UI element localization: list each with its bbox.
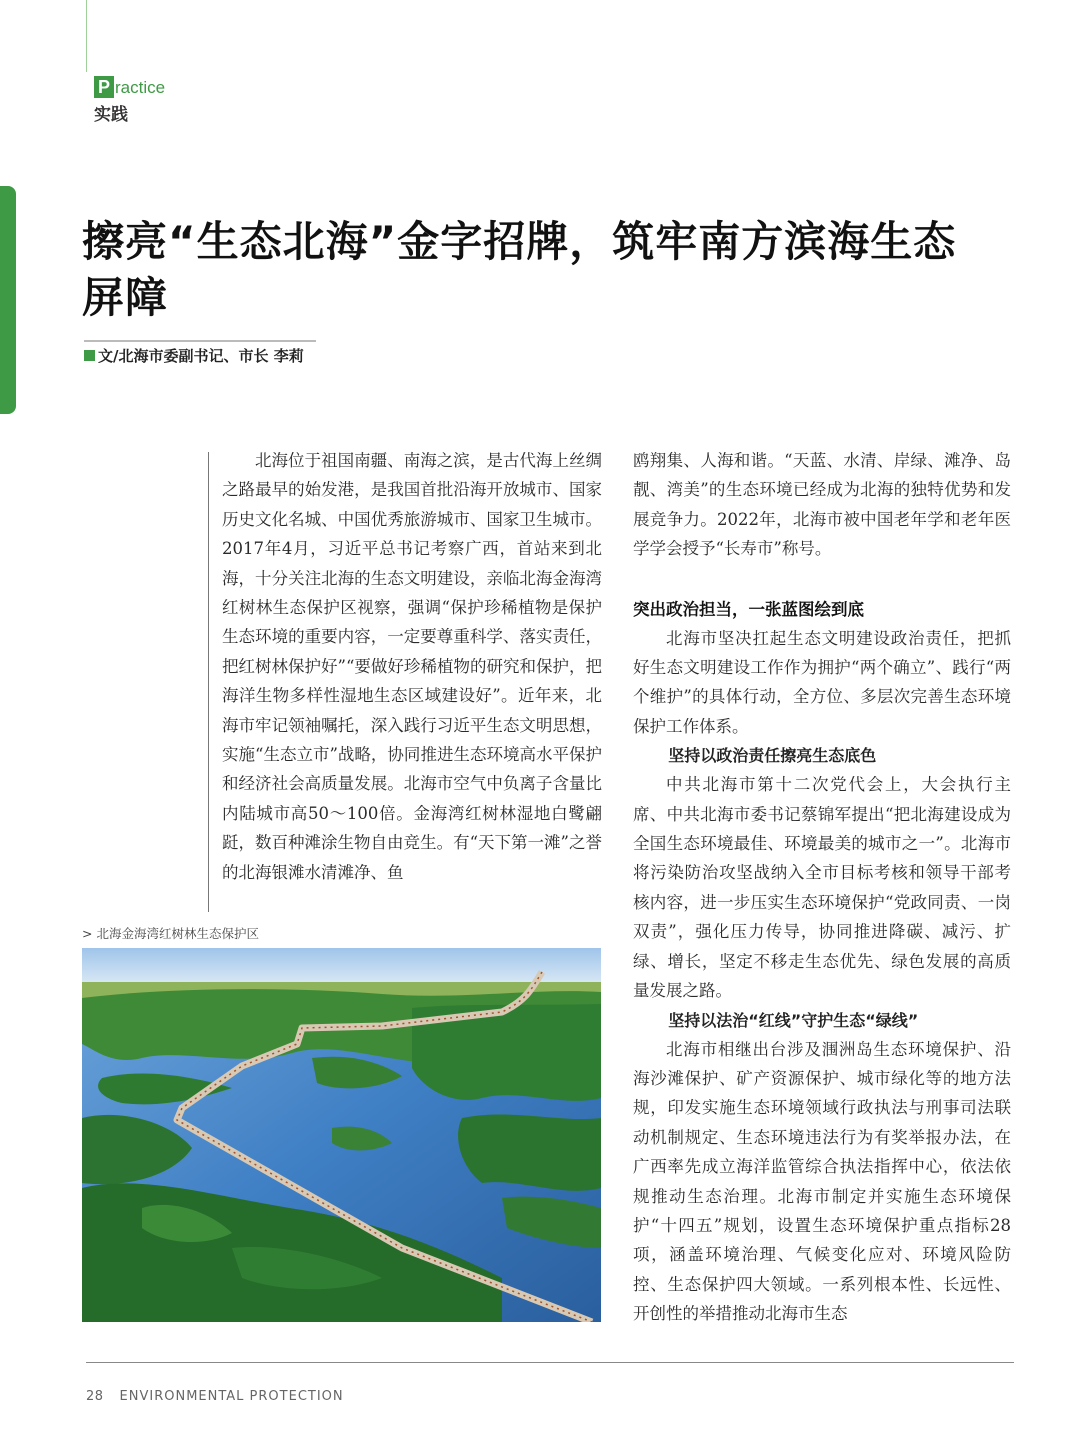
header-vertical-line (86, 0, 87, 72)
text-column-left (222, 446, 602, 887)
page-footer (86, 1389, 344, 1404)
paragraph: 北海位于祖国南疆、南海之滨，是古代海上丝绸之路最早的始发港，是我国首批沿海开放城市、国家历史文化名城、中国优秀旅游城市、国家卫生城市。2017年4月，习近平总书记考察广西，首站来到北海，十分关注北海的生态文明建设，亲临北海金海湾红树林生态保护区视察，强调“保护珍稀植物是保护生态环境的重要内容，一定要尊重科学、落实责任，把红树林保护好”“要做好珍稀植物的研究和保护，把海洋生物多样性湿地生态区域建设好”。近年来，北海市牢记领袖嘱托，深入践行习近平生态文明思想，实施“生态立市”战略，协同推进生态环境高水平保护和经济社会高质量发展。北海市空气中负离子含量比内陆城市高50～100倍。金海湾红树林湿地白鹭翩跹，数百种滩涂生物自由竞生。有“天下第一滩”之誉的北海银滩水清滩净、鱼 (222, 451, 602, 882)
page-number: 28 (86, 1389, 104, 1404)
paragraph: 北海市相继出台涉及涠洲岛生态环境保护、沿海沙滩保护、矿产资源保护、城市绿化等的地方法规，印发实施生态环境领域行政执法与刑事司法联动机制规定、生态环境违法行为有奖举报办法，在广西率先成立海洋监管综合执法指挥中心，依法依规推动生态治理。北海市制定并实施生态环境保护“十四五”规划，设置生态环境保护重点指标28项，涵盖环境治理、气候变化应对、环境风险防控、生态保护四大领域。一系列根本性、长远性、开创性的举措推动北海市生态 (633, 1039, 1011, 1324)
mangrove-photo (82, 948, 601, 1322)
subsection-heading: 坚持以政治责任擦亮生态底色 (668, 746, 877, 766)
publication-name: ENVIRONMENTAL PROTECTION (119, 1389, 344, 1404)
paragraph: 鸥翔集、人海和谐。“天蓝、水清、岸绿、滩净、岛靓、湾美”的生态环境已经成为北海的独特优势和发展竞争力。2022年，北海市被中国老年学和老年医学学会授予“长寿市”称号。 (633, 451, 1011, 559)
section-heading: 突出政治担当，一张蓝图绘到底 (633, 599, 864, 619)
byline (84, 345, 304, 366)
section-tag-initial: P (94, 76, 114, 98)
byline-square-icon (84, 350, 95, 361)
byline-rule (84, 340, 316, 342)
byline-text: 文/北海市委副书记、市长 李莉 (98, 347, 304, 365)
footer-rule (86, 1362, 1014, 1363)
text-column-right (633, 446, 1011, 1329)
section-tag (94, 76, 165, 125)
article-title: 擦亮“生态北海”金字招牌，筑牢南方滨海生态屏障 (82, 217, 957, 322)
section-tag-rest: ractice (115, 78, 166, 97)
mangrove-photo-image (82, 948, 601, 1322)
subsection-heading: 坚持以法治“红线”守护生态“绿线” (668, 1010, 919, 1030)
photo-caption: > 北海金海湾红树林生态保护区 (82, 926, 259, 941)
section-edge-tab (0, 186, 16, 414)
section-tag-english (94, 76, 165, 98)
paragraph: 北海市坚决扛起生态文明建设政治责任，把抓好生态文明建设工作作为拥护“两个确立”、践行“两个维护”的具体行动，全方位、多层次完善生态环境保护工作体系。 (633, 628, 1011, 736)
column-rule (208, 452, 209, 912)
paragraph: 中共北海市第十二次党代会上，大会执行主席、中共北海市委书记蔡锦军提出“把北海建设成为全国生态环境最佳、环境最美的城市之一”。北海市将污染防治攻坚战纳入全市目标考核和领导干部考核内容，进一步压实生态环境保护“党政同责、一岗双责”，强化压力传导，协同推进降碳、减污、扩绿、增长，坚定不移走生态优先、绿色发展的高质量发展之路。 (633, 775, 1011, 1001)
section-tag-chinese: 实践 (94, 105, 128, 125)
